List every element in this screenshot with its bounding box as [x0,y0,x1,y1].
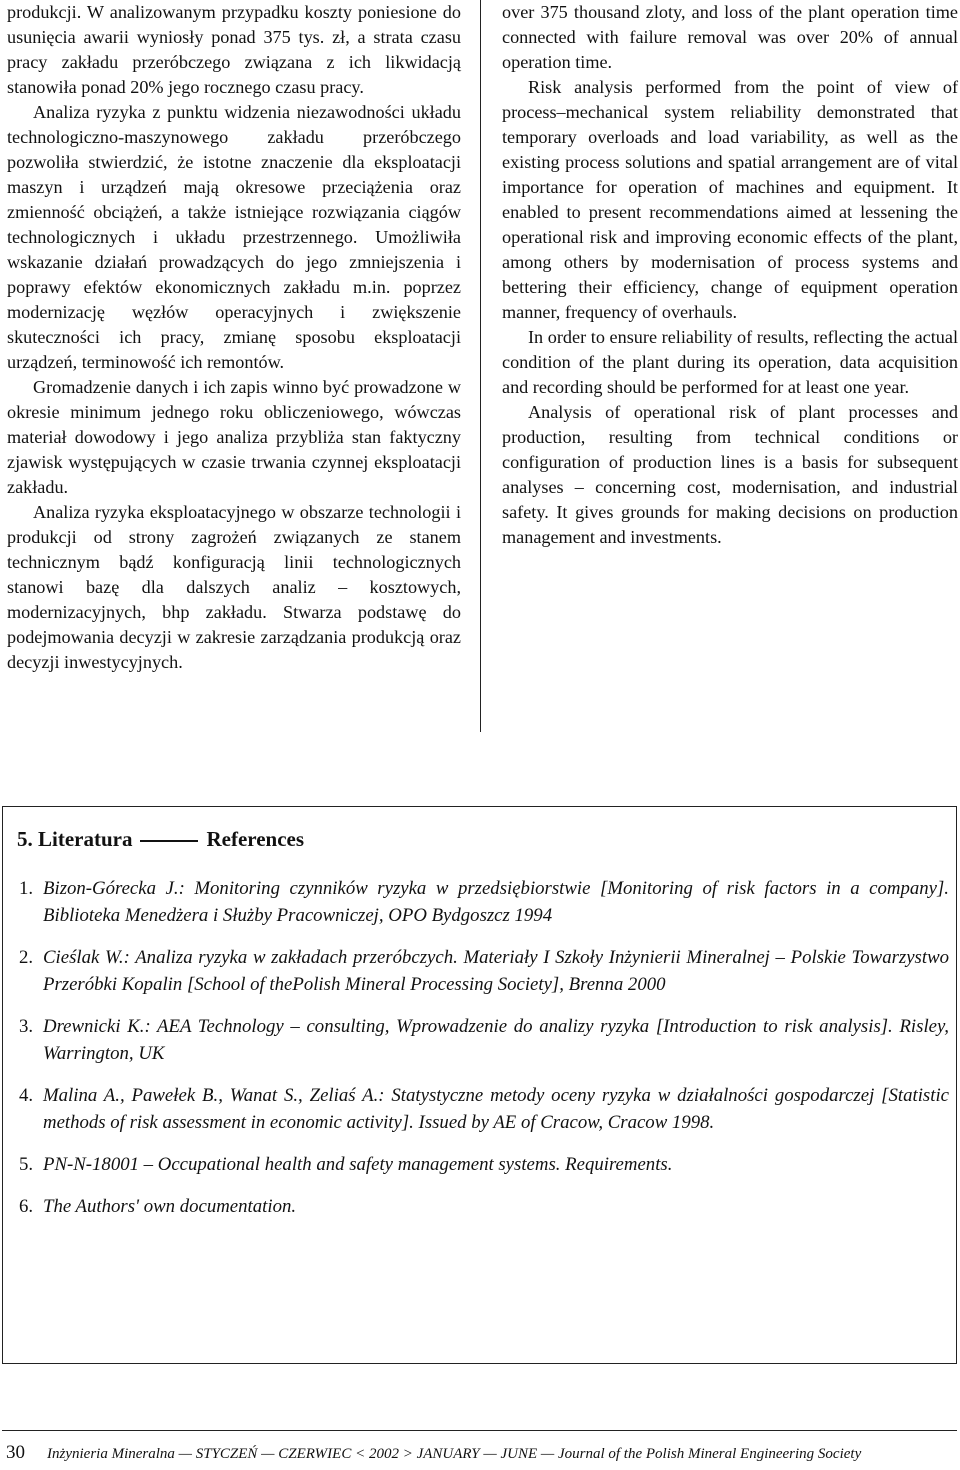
paragraph: Analiza ryzyka eksploatacyjnego w obszarze technologii i produkcji od strony zagrożeń związanych ze stanem technicznym bądź konfiguracją linii technologicznych stanowi bazę dla dalszych analiz – kosztowych, modernizacyjnych, bhp zakładu. Stwarza podstawę do podejmowania decyzji w zakresie zarządzania produkcją oraz decyzji inwestycyjnych. [7,502,461,672]
reference-number: 3. [19,1016,34,1037]
reference-item [19,1082,949,1136]
reference-text: Drewnicki K.: AEA Technology – consulting, Wprowadzenie do analizy ryzyka [Introduction to risk analysis]. Risley, Warrington, UK [43,1016,949,1064]
em-dash [140,840,198,842]
reference-number: 2. [19,947,34,968]
references-title-english: References [206,827,305,851]
journal-title: Inżynieria Mineralna — STYCZEŃ — CZERWIEC < 2002 > JANUARY — JUNE — Journal of the Polish Mineral Engineering Society [47,1446,862,1462]
reference-text: PN-N-18001 – Occupational health and safety management systems. Requirements. [43,1154,673,1175]
reference-item [19,944,949,998]
reference-number: 5. [19,1154,34,1175]
references-box [2,806,957,1364]
paragraph: Analysis of operational risk of plant processes and production, resulting from technical conditions or configuration of production lines is a basis for subsequent analyses – concerning cost, modernisation, and industrial safety. It gives grounds for making decisions on production management and investments. [502,402,958,547]
reference-number: 4. [19,1085,34,1106]
reference-number: 6. [19,1196,34,1217]
paragraph: Risk analysis performed from the point of view of process–mechanical system reliability demonstrated that temporary overloads and load variability, as well as the existing process solutions and spatial arrangement are of vital importance for operation of machines and equipment. It enabled to present recommendations aimed at lessening the operational risk and improving economic effects of the plant, among others by modernisation of process systems and bettering their efficiency, change of equipment operation manner, frequency of overhauls. [502,77,958,322]
reference-list [19,875,949,1235]
reference-item [19,1151,949,1178]
reference-text: Malina A., Pawełek B., Wanat S., Zeliaś A.: Statystyczne metody oceny ryzyka w działalności gospodarczej [Statistic methods of risk assessment in economic activity]. Issued by AE of Cracow, Cracow 1998. [43,1085,949,1133]
reference-item [19,875,949,929]
paragraph: In order to ensure reliability of results, reflecting the actual condition of the plant during its operation, data acquisition and recording should be performed for at least one year. [502,327,958,397]
reference-text: The Authors' own documentation. [43,1196,297,1217]
paragraph: produkcji. W analizowanym przypadku koszty poniesione do usunięcia awarii wyniosły ponad 375 tys. zł, a strata czasu pracy zakładu przeróbczego związana z ich likwidacją stanowiła ponad 20% jego rocznego czasu pracy. [7,2,461,97]
page-number: 30 [6,1442,25,1463]
reference-number: 1. [19,878,34,899]
page-footer [6,1442,861,1464]
reference-text: Bizon-Górecka J.: Monitoring czynników ryzyka w przedsiębiorstwie [Monitoring of risk factors in a company]. Biblioteka Menedżera i Służby Pracowniczej, OPO Bydgoszcz 1994 [43,878,949,926]
paragraph: Analiza ryzyka z punktu widzenia niezawodności układu technologiczno-maszynowego zakładu przeróbczego pozwoliła stwierdzić, że istotne znaczenie dla eksploatacji maszyn i urządzeń mają okresowe przeciążenia oraz zmienność obciążeń, a także istniejące rozwiązania ciągów technologicznych i układu przestrzennego. Umożliwiła wskazanie działań prowadzących do jego zmniejszenia i poprawy efektów ekonomicznych zakładu m.in. poprzez modernizację węzłów operacyjnych i zwiększenie skuteczności ich pracy, zmianę sposobu eksploatacji urządzeń, terminowość ich remontów. [7,102,461,372]
reference-item [19,1193,949,1220]
paragraph: over 375 thousand zloty, and loss of the plant operation time connected with failure removal was over 20% of annual operation time. [502,2,958,72]
references-title-polish: 5. Literatura [17,827,133,851]
footer-rule [2,1430,957,1431]
references-heading [17,827,304,852]
right-column-english [502,0,958,550]
left-column-polish [7,0,461,675]
reference-text: Cieślak W.: Analiza ryzyka w zakładach przeróbczych. Materiały I Szkoły Inżynierii Mineralnej – Polskie Towarzystwo Przeróbki Kopalin [School of thePolish Mineral Processing Society], Brenna 2000 [43,947,949,995]
paragraph: Gromadzenie danych i ich zapis winno być prowadzone w okresie minimum jednego roku obliczeniowego, wówczas materiał dowodowy i jego analiza przybliża stan faktyczny zjawisk występujących w czasie trwania czynnej eksploatacji zakładu. [7,377,461,497]
reference-item [19,1013,949,1067]
column-divider [480,0,481,732]
